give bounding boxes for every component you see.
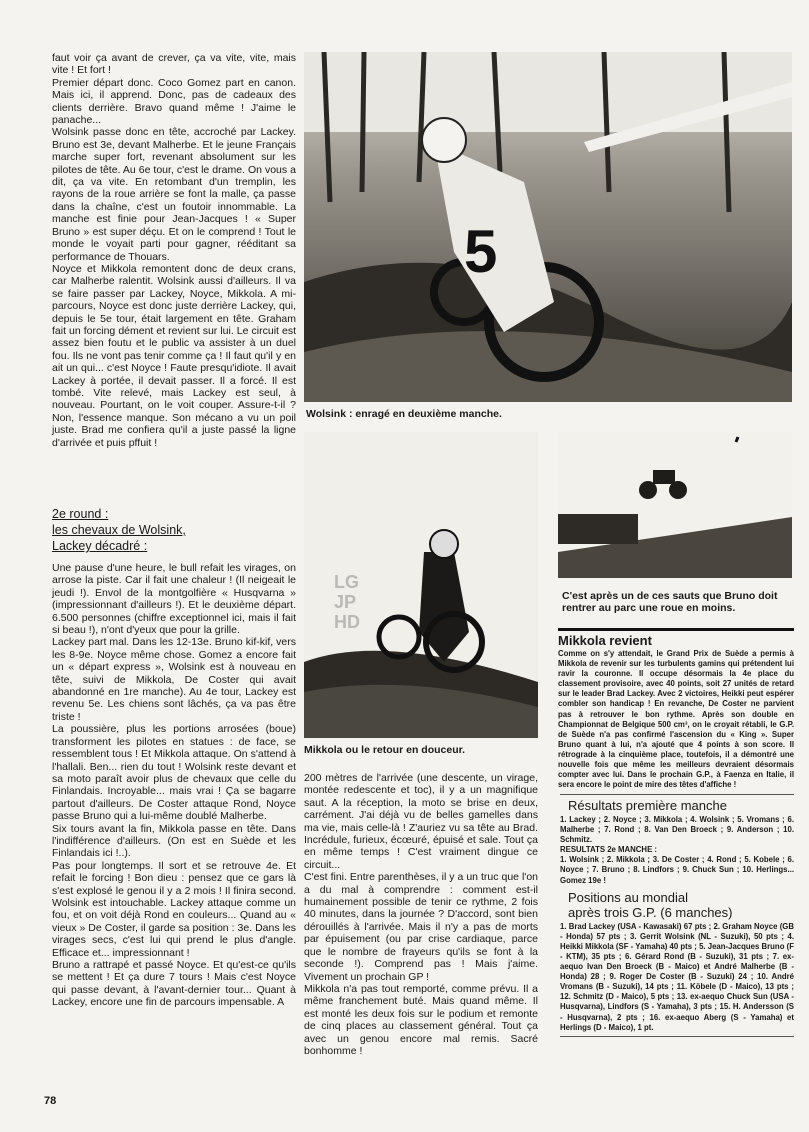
jump-illustration xyxy=(558,432,792,578)
photo-mikkola xyxy=(304,432,538,738)
mikkola-revient-box xyxy=(558,628,794,790)
paragraph: Noyce et Mikkola remontent donc de deux crans, car Malherbe ralentit. Wolsink aussi d'ailleurs. Il va se faire passer par Lackey, Noyce, Mikkola. A mi-parcours, Noyce est donc juste derrière Lackey, qui, depuis le 5e tour, était largement en tête. Graham fait un forcing dément et revient sur lui. Le circuit est assez bien foutu et le public va assister à un duel fou. Ils ne vont pas tenir comme ça ! Il faut qu'il y en ait un qui... c'est Noyce ! Faute presqu'idiote. Il avait Lackey à portée, il devait passer. Il a forcé. Il est tombé. Vite relevé, mais Lackey est seul, à nouveau. Pourtant, on le voit couper. Assure-t-il ? Non, l'essence manque. Son mécano a vu un poil juste. Brad me confiera qu'il a juste passé la ligne d'arrivée et puis pffuit ! xyxy=(52,262,296,449)
paragraph: faut voir ça avant de crever, ça va vite, vite, mais vite ! Et fort ! xyxy=(52,52,296,77)
round2-heading-line: les chevaux de Wolsink, xyxy=(52,523,186,537)
paragraph: Bruno a rattrapé et passé Noyce. Et qu'est-ce qu'ils se mettent ! Et ça dure 7 tours ! Mais c'est Noyce qui passe devant, à l'avant-dernier tour... Quant à Lackey, encore une fin de parcours impensable. A xyxy=(52,959,296,1009)
paragraph: 200 mètres de l'arrivée (une descente, un virage, montée redescente et toc), il y a un magnifique saut. A la réception, la moto se brise en deux, carrément. J'ai déjà vu de belles gamelles dans ma vie, mais celle-là ! Z'auriez vu sa tête au Brad. Incrédule, furieux, écœuré, épuisé et sale. Tout ça en même temps ! C'est vraiment dingue ce circuit... xyxy=(304,772,538,871)
photo-wolsink xyxy=(304,52,792,402)
standings-title-line: après trois G.P. (6 manches) xyxy=(568,904,733,920)
paragraph: Pas pour longtemps. Il sort et se retrouve 4e. Et refait le forcing ! Bon dieu : pensez que ce gars là s'est explosé le genou il y a 2 mois ! Il finira second. Wolsink est intouchable. Lackey attaque comme un fou, et on voit déjà Rond en couleurs... Quand au « vieux » De Coster, il garde sa position : 3e. Dans les virages secs, c'est lui qui prend le plus d'angle. Efficace et... impressionnant ! xyxy=(52,859,296,959)
results-manche-2: 1. Wolsink ; 2. Mikkola ; 3. De Coster ; 4. Rond ; 5. Kobele ; 6. Noyce ; 7. Bruno ; 8. Lindfors ; 9. Chuck Sun ; 10. Herlings... Gomez 19e ! xyxy=(560,855,794,885)
paragraph: Mikkola n'a pas tout remporté, comme prévu. Il a même franchement buté. Mais quand même. Il est monté les deux fois sur le podium et remonte de cinq places au classement général. Tout ça avec un genou encore mal remis. Sacré bonhomme ! xyxy=(304,982,538,1057)
paragraph: Lackey part mal. Dans les 12-13e. Bruno kif-kif, vers les 8-9e. Noyce même chose. Gomez a encore fait un « départ express », Wolsink est à nouveau en tête, suivi de Mikkola, De Coster qui avait abandonné en 1re manche). Au 4e tour, Lackey est revenu 5e. Les chiens sont lâchés, ça va pas être triste ! xyxy=(52,636,296,723)
page-number: 78 xyxy=(44,1095,57,1107)
standings-list: 1. Brad Lackey (USA - Kawasaki) 67 pts ; 2. Graham Noyce (GB - Honda) 57 pts ; 3. Gerrit Wolsink (NL - Suzuki), 50 pts ; 4. Heikki Mikkola (SF - Yamaha) 40 pts ; 5. Jean-Jacques Bruno (F - KTM), 35 pts ; 6. Gérard Rond (B - Suzuki), 31 pts ; 7. ex-aequo Ivan Den Broeck (B - Maico) et André Malherbe (B - Honda) 28 ; 9. Roger De Coster (B - Suzuki) 24 ; 10. André Vromans (B - Suzuki), 14 pts ; 11. Köbele (D - Maico), 13 pts ; 12. Schmitz (D - Maico), 5 pts ; 13. ex-aequo Chuck Sun (USA - Husqvarna), Lindfors (S - Yamaha), 3 pts ; 15. H. Andersson (S - Husqvarna), 2 pts ; 16. ex-aequo Aberg (S - Yamaha) et Herlings (D - Maico), 1 pt. xyxy=(560,921,794,1032)
article-column-2 xyxy=(304,772,538,1057)
caption-photo-wolsink: Wolsink : enragé en deuxième manche. xyxy=(306,408,502,420)
round2-heading xyxy=(52,506,296,554)
results-title: Résultats première manche xyxy=(568,798,727,813)
watermark-logo: LG JP HD xyxy=(334,572,360,632)
round2-heading-line: 2e round : xyxy=(52,507,109,521)
paragraph: Wolsink passe donc en tête, accroché par Lackey. Bruno est 3e, devant Malherbe. Et le jeune Français marche super fort, revenant absolument sur les pilotes de tête. Au 6e tour, c'est le drame. On vous a dit, ça va vite. En retombant d'un tremplin, les rayons de la roue arrière se font la malle, ça passe dans la chaîne, c'est un foutoir innommable. La manche est finie pour Jean-Jacques ! « Super Bruno » est super déçu. Et on le comprend ! Tout le monde le voyait parti pour gagner, rééditant sa performance de Thouars. xyxy=(52,126,296,263)
number-plate: 5 xyxy=(464,218,498,285)
caption-photo-jump: C'est après un de ces sauts que Bruno doit rentrer au parc une roue en moins. xyxy=(562,590,778,614)
box-text: Comme on s'y attendait, le Grand Prix de Suède a permis à Mikkola de revenir sur les turbulents gamins qui prétendent lui ravir la couronne. Il occupe désormais la 4e place du classement provisoire, avec 40 points, soit 27 unités de retard sur le leader Brad Lackey. Avec 2 victoires, Heikki peut espérer combler son handicap ! En revanche, De Coster ne parvient pas à retrouver le bon rythme. Après son double en Championnat de Belgique 500 cm³, on le croyait rétabli, le G.P. de Suède n'a pas confirmé l'ascension du « King ». Super Bruno quant à lui, n'a ajouté que 4 points à son score. Il rétrograde à la cinquième place, toutefois, il a démontré une nouvelle fois que même les meilleurs devraient désormais compter avec lui. Dans le prochain G.P., à Faenza en Italie, il sera encore le point de mire des têtes d'affiche ! xyxy=(558,649,794,790)
standings-title xyxy=(560,890,794,920)
round2-heading-line: Lackey décadré : xyxy=(52,539,148,553)
paragraph: C'est fini. Entre parenthèses, il y a un truc que l'on a du mal à comprendre : comment est-il humainement possible de tenir ce rythme, 2 fois 40 minutes, dans la journée ? D'accord, sont bien dérouillés à l'arrivée. Mais il n'y a pas de morts par épuisement (ou par crise cardiaque, parce que le nombre de frayeurs qu'ils se font à la seconde !). Comprend pas ! Mais j'aime. Vivement un prochain GP ! xyxy=(304,871,538,983)
paragraph: La poussière, plus les portions arrosées (boue) transforment les pilotes en statues : de face, se ressemblent tous ! Et Mikkola attaque. On s'attend à l'hallali. Ben... rien du tout ! Wolsink reste devant et sa moto paraît avoir plus de chevaux que celle du Finlandais. Incroyable... mais vrai ! Ça se bagarre partout d'ailleurs. De Coster attaque Rond, Noyce passe Bruno qui a lui-même doublé Malherbe. xyxy=(52,723,296,823)
box-title: Mikkola revient xyxy=(558,633,652,648)
article-column-1-top xyxy=(52,52,296,449)
results-box xyxy=(560,794,794,1037)
article-column-1-bottom xyxy=(52,562,296,1009)
paragraph: Une pause d'une heure, le bull refait les virages, on arrose la piste. Car il fait une chaleur ! (Il neigeait le jeudi !). Envol de la montgolfière « Husqvarna » (impressionnant d'ailleurs !). Et le deuxième départ. 6.500 personnes (chiffre exceptionnel ici, mais il fait si beau !), n'ont d'yeux que pour la grille. xyxy=(52,562,296,637)
caption-photo-mikkola: Mikkola ou le retour en douceur. xyxy=(304,744,466,756)
results-manche-1: 1. Lackey ; 2. Noyce ; 3. Mikkola ; 4. Wolsink ; 5. Vromans ; 6. Malherbe ; 7. Rond ; 8. Van Den Broeck ; 9. Anderson ; 10. Schmitz. xyxy=(560,815,794,845)
paragraph: Premier départ donc. Coco Gomez part en canon. Mais ici, il apprend. Donc, pas de cadeaux des clients derrière. Bravo quand même ! J'aime le panache... xyxy=(52,76,296,127)
standings-title-line: Positions au mondial xyxy=(568,889,688,905)
motocross-rider-illustration xyxy=(304,52,792,402)
photo-jump xyxy=(558,432,792,578)
paragraph: Six tours avant la fin, Mikkola passe en tête. Dans l'indifférence d'ailleurs. (On est en Suède et les Finlandais ici !..). xyxy=(52,822,296,860)
results-manche-2-title: RESULTATS 2e MANCHE : xyxy=(560,845,658,855)
